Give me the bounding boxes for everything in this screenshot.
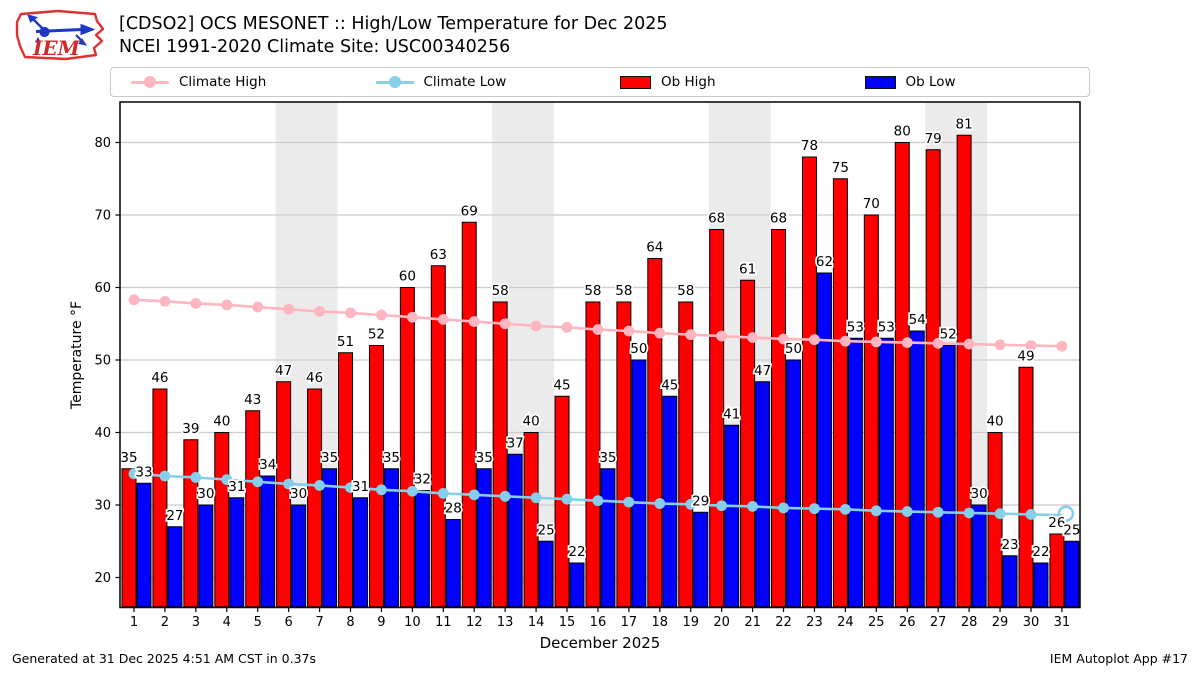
ob-low-bar bbox=[446, 520, 460, 607]
ob-low-value-label: 52 bbox=[939, 326, 957, 343]
ob-high-value-label: 26 bbox=[1048, 515, 1066, 531]
x-tick-label: 17 bbox=[620, 615, 638, 630]
ob-low-bar bbox=[1034, 563, 1048, 607]
climate-low-dot bbox=[840, 504, 851, 515]
x-tick-label: 24 bbox=[837, 615, 854, 630]
x-tick-label: 12 bbox=[465, 615, 483, 630]
ob-high-bar bbox=[833, 179, 847, 607]
ob-low-value-label: 34 bbox=[259, 457, 277, 473]
climate-high-dot bbox=[623, 326, 634, 337]
x-tick-label: 29 bbox=[991, 615, 1009, 630]
ob-low-value-label: 29 bbox=[692, 493, 710, 510]
ob-high-bar bbox=[772, 230, 786, 607]
climate-low-dot bbox=[1026, 509, 1037, 520]
ob-low-bar bbox=[817, 273, 831, 607]
climate-high-dot bbox=[129, 294, 140, 305]
ob-low-bar bbox=[756, 382, 770, 607]
ob-low-bar bbox=[477, 469, 491, 607]
climate-low-dot bbox=[531, 492, 542, 503]
climate-high-dot bbox=[160, 296, 171, 307]
ob-high-value-label: 58 bbox=[615, 283, 633, 299]
climate-high-dot bbox=[964, 339, 975, 350]
ob-low-value-label: 53 bbox=[846, 319, 864, 336]
ob-low-value-label: 22 bbox=[1032, 544, 1050, 560]
ob-high-value-label: 40 bbox=[213, 413, 231, 430]
ob-low-bar bbox=[323, 469, 337, 607]
ob-low-bar bbox=[941, 346, 955, 607]
ob-low-value-label: 28 bbox=[444, 500, 462, 517]
climate-low-dot bbox=[593, 495, 604, 506]
ob-high-bar bbox=[493, 302, 507, 607]
legend-item-climate-high bbox=[111, 68, 356, 96]
ob-low-value-label: 31 bbox=[351, 478, 370, 495]
ob-low-value-label: 45 bbox=[661, 377, 679, 394]
ob-high-bar bbox=[864, 215, 878, 607]
ob-low-bar bbox=[972, 505, 986, 607]
x-tick-label: 22 bbox=[775, 615, 792, 630]
ob-low-bar bbox=[508, 454, 522, 607]
ob-high-bar bbox=[153, 389, 167, 607]
footer-generated-text: Generated at 31 Dec 2025 4:51 AM CST in 0.37s bbox=[12, 651, 316, 666]
ob-high-value-label: 39 bbox=[182, 420, 200, 437]
y-axis-label: Temperature °F bbox=[69, 300, 85, 410]
x-tick-label: 11 bbox=[435, 615, 452, 630]
ob-high-value-label: 49 bbox=[1017, 348, 1035, 365]
climate-high-dot bbox=[469, 316, 480, 327]
x-tick-label: 10 bbox=[404, 615, 421, 630]
ob-low-value-label: 35 bbox=[475, 449, 493, 466]
ob-high-value-label: 78 bbox=[800, 138, 819, 154]
climate-low-dot bbox=[654, 498, 665, 509]
legend-label: Climate Low bbox=[423, 74, 507, 90]
climate-high-dot bbox=[500, 318, 511, 329]
ob-low-value-label: 35 bbox=[320, 449, 339, 466]
climate-high-dot bbox=[407, 312, 418, 323]
ob-high-value-label: 35 bbox=[120, 449, 138, 466]
climate-high-dot bbox=[840, 336, 851, 347]
ob-high-bar bbox=[586, 302, 600, 607]
ob-low-value-label: 33 bbox=[135, 464, 153, 481]
ob-high-bar bbox=[926, 150, 940, 607]
x-tick-label: 5 bbox=[253, 615, 262, 630]
legend-marker bbox=[620, 76, 651, 89]
ob-low-bar bbox=[725, 425, 739, 607]
climate-high-dot bbox=[902, 337, 913, 348]
legend-line-marker bbox=[144, 76, 156, 88]
ob-high-bar bbox=[617, 302, 631, 607]
ob-low-value-label: 25 bbox=[537, 522, 555, 539]
ob-high-value-label: 60 bbox=[398, 268, 416, 285]
ob-high-value-label: 45 bbox=[553, 377, 571, 394]
ob-low-bar bbox=[230, 498, 244, 607]
ob-low-bar bbox=[199, 505, 213, 607]
ob-low-bar bbox=[354, 498, 368, 607]
ob-low-bar bbox=[787, 360, 801, 607]
ob-high-bar bbox=[215, 433, 229, 607]
ob-high-value-label: 75 bbox=[831, 159, 849, 176]
x-tick-label: 15 bbox=[558, 615, 576, 630]
ob-low-value-label: 37 bbox=[506, 435, 524, 452]
ob-low-value-label: 35 bbox=[599, 449, 617, 466]
ob-low-bar bbox=[601, 469, 615, 607]
ob-high-value-label: 68 bbox=[769, 210, 788, 227]
ob-low-bar bbox=[168, 527, 182, 607]
ob-low-value-label: 22 bbox=[568, 544, 586, 560]
climate-low-dot bbox=[252, 476, 263, 487]
ob-high-value-label: 58 bbox=[677, 283, 695, 299]
ob-high-value-label: 80 bbox=[893, 123, 911, 140]
climate-low-dot bbox=[562, 494, 573, 505]
legend-line-marker bbox=[389, 76, 401, 88]
ob-low-value-label: 30 bbox=[197, 486, 215, 502]
legend-marker bbox=[376, 81, 414, 84]
ob-high-bar bbox=[369, 346, 383, 607]
x-tick-label: 27 bbox=[929, 615, 947, 630]
ob-high-bar bbox=[741, 280, 755, 607]
logo-iem-text: IEM bbox=[33, 36, 80, 60]
climate-low-dot bbox=[747, 501, 758, 512]
climate-low-dot bbox=[160, 471, 171, 482]
ob-low-bar bbox=[1003, 556, 1017, 607]
legend-label: Ob High bbox=[661, 74, 716, 90]
x-axis-label: December 2025 bbox=[539, 634, 661, 652]
x-tick-label: 26 bbox=[898, 615, 916, 630]
ob-low-value-label: 23 bbox=[1001, 536, 1019, 553]
climate-low-dot bbox=[995, 508, 1006, 519]
ob-high-value-label: 40 bbox=[986, 413, 1004, 430]
ob-low-bar bbox=[663, 396, 677, 607]
ob-high-bar bbox=[710, 230, 724, 607]
climate-low-dot bbox=[314, 480, 325, 491]
x-tick-label: 18 bbox=[651, 615, 669, 630]
climate-low-dot bbox=[933, 507, 944, 518]
climate-low-dot bbox=[376, 484, 387, 495]
x-tick-label: 16 bbox=[589, 615, 607, 630]
ob-high-value-label: 43 bbox=[244, 391, 262, 408]
ob-low-value-label: 30 bbox=[290, 486, 308, 502]
chart-legend bbox=[110, 67, 1090, 97]
climate-low-dot bbox=[623, 497, 634, 508]
ob-high-value-label: 70 bbox=[862, 196, 880, 212]
climate-high-dot bbox=[345, 307, 356, 318]
ob-high-bar bbox=[122, 469, 136, 607]
ob-high-value-label: 69 bbox=[460, 203, 478, 220]
ob-high-value-label: 81 bbox=[955, 116, 973, 133]
ob-high-bar bbox=[308, 389, 322, 607]
climate-high-dot bbox=[716, 331, 727, 342]
ob-high-value-label: 46 bbox=[151, 370, 169, 386]
x-tick-label: 2 bbox=[160, 615, 170, 630]
ob-low-value-label: 27 bbox=[166, 507, 184, 524]
ob-high-value-label: 46 bbox=[305, 370, 324, 386]
ob-low-value-label: 41 bbox=[723, 406, 741, 423]
ob-low-value-label: 62 bbox=[815, 254, 834, 270]
ob-high-bar bbox=[648, 259, 662, 607]
ob-low-bar bbox=[261, 476, 275, 607]
ob-low-bar bbox=[848, 338, 862, 607]
x-tick-label: 1 bbox=[129, 615, 139, 630]
y-tick-label: 60 bbox=[94, 281, 111, 296]
ob-high-bar bbox=[1050, 534, 1064, 607]
ob-low-bar bbox=[539, 541, 553, 607]
ob-high-bar bbox=[339, 353, 353, 607]
climate-high-dot bbox=[654, 328, 665, 339]
ob-high-bar bbox=[988, 433, 1002, 607]
ob-low-value-label: 31 bbox=[228, 478, 246, 495]
ob-high-value-label: 79 bbox=[924, 130, 942, 147]
ob-high-value-label: 61 bbox=[739, 261, 757, 278]
ob-low-value-label: 47 bbox=[754, 362, 772, 379]
ob-high-value-label: 58 bbox=[491, 283, 509, 299]
x-tick-label: 21 bbox=[744, 615, 761, 630]
ob-low-value-label: 53 bbox=[877, 319, 895, 336]
climate-low-dot bbox=[871, 505, 882, 516]
ob-low-value-label: 50 bbox=[784, 341, 803, 357]
climate-low-dot bbox=[469, 489, 480, 500]
ob-low-bar bbox=[879, 338, 893, 607]
x-tick-label: 23 bbox=[806, 615, 823, 630]
ob-low-value-label: 50 bbox=[630, 341, 648, 357]
ob-high-value-label: 47 bbox=[275, 362, 293, 379]
ob-high-bar bbox=[184, 440, 198, 607]
ob-high-bar bbox=[277, 382, 291, 607]
climate-low-dot bbox=[190, 472, 201, 483]
ob-high-bar bbox=[957, 135, 971, 607]
climate-high-dot bbox=[283, 304, 294, 315]
footer bbox=[0, 651, 1200, 666]
x-tick-label: 28 bbox=[960, 615, 978, 630]
ob-high-bar bbox=[246, 411, 260, 607]
ob-high-value-label: 52 bbox=[367, 326, 386, 343]
x-tick-label: 14 bbox=[527, 615, 545, 630]
ob-low-value-label: 25 bbox=[1063, 522, 1081, 539]
climate-low-dot bbox=[716, 500, 727, 511]
climate-high-dot bbox=[1057, 341, 1068, 352]
ob-high-value-label: 58 bbox=[584, 283, 602, 299]
x-tick-label: 8 bbox=[346, 615, 355, 630]
climate-high-dot bbox=[376, 310, 387, 321]
climate-high-dot bbox=[562, 322, 573, 333]
x-tick-label: 6 bbox=[284, 615, 293, 630]
legend-label: Ob Low bbox=[905, 74, 956, 90]
x-tick-label: 9 bbox=[377, 615, 386, 630]
ob-high-value-label: 64 bbox=[646, 239, 664, 256]
ob-high-value-label: 63 bbox=[429, 246, 447, 263]
ob-low-bar bbox=[632, 360, 646, 607]
page-title: [CDSO2] OCS MESONET :: High/Low Temperature for Dec 2025 bbox=[119, 14, 668, 34]
y-tick-label: 20 bbox=[94, 571, 111, 586]
ob-low-value-label: 35 bbox=[382, 449, 401, 466]
y-tick-label: 80 bbox=[94, 136, 111, 151]
climate-low-dot bbox=[778, 503, 789, 514]
climate-high-dot bbox=[593, 324, 604, 335]
ob-low-bar bbox=[910, 331, 924, 607]
x-tick-label: 4 bbox=[222, 615, 231, 630]
climate-high-dot bbox=[685, 329, 696, 340]
x-tick-label: 31 bbox=[1053, 615, 1071, 630]
ob-low-bar bbox=[415, 491, 429, 607]
x-tick-label: 3 bbox=[191, 615, 201, 630]
climate-high-dot bbox=[531, 321, 542, 332]
climate-high-dot bbox=[995, 339, 1006, 350]
ob-low-value-label: 32 bbox=[413, 471, 431, 488]
y-tick-label: 30 bbox=[94, 498, 111, 514]
x-tick-label: 7 bbox=[315, 615, 324, 630]
climate-high-dot bbox=[871, 336, 882, 347]
climate-high-dot bbox=[438, 314, 449, 325]
x-tick-label: 25 bbox=[868, 615, 885, 630]
page-subtitle: NCEI 1991-2020 Climate Site: USC00340256 bbox=[119, 37, 511, 57]
legend-item-ob-high bbox=[600, 68, 845, 96]
ob-low-bar bbox=[292, 505, 306, 607]
climate-high-dot bbox=[221, 300, 232, 311]
climate-high-dot bbox=[747, 332, 758, 343]
climate-high-dot bbox=[809, 334, 820, 345]
ob-high-value-label: 51 bbox=[336, 333, 355, 350]
ob-high-value-label: 40 bbox=[522, 413, 540, 430]
ob-low-bar bbox=[570, 563, 584, 607]
legend-label: Climate High bbox=[179, 74, 267, 90]
ob-low-value-label: 30 bbox=[970, 486, 988, 502]
ob-high-bar bbox=[462, 222, 476, 607]
x-tick-label: 30 bbox=[1022, 615, 1040, 630]
ob-high-bar bbox=[524, 433, 538, 607]
y-tick-label: 40 bbox=[94, 426, 111, 441]
climate-high-dot bbox=[252, 302, 263, 313]
ob-low-bar bbox=[694, 512, 708, 607]
ob-high-bar bbox=[802, 157, 816, 607]
ob-high-bar bbox=[1019, 367, 1033, 607]
x-tick-label: 13 bbox=[496, 615, 514, 630]
ob-high-bar bbox=[400, 288, 414, 607]
legend-item-ob-low bbox=[845, 68, 1090, 96]
climate-low-dot bbox=[809, 503, 820, 514]
y-tick-label: 70 bbox=[94, 208, 111, 224]
climate-low-dot bbox=[438, 488, 449, 499]
ob-high-bar bbox=[895, 143, 909, 607]
climate-low-dot bbox=[500, 491, 511, 502]
legend-marker bbox=[865, 76, 896, 89]
x-tick-label: 20 bbox=[713, 615, 730, 630]
climate-high-dot bbox=[314, 306, 325, 317]
climate-high-dot bbox=[190, 298, 201, 309]
climate-low-dot bbox=[964, 508, 975, 519]
y-tick-label: 50 bbox=[94, 353, 111, 369]
ob-low-value-label: 54 bbox=[908, 312, 926, 328]
ob-high-value-label: 68 bbox=[708, 210, 726, 227]
ob-low-bar bbox=[137, 483, 151, 607]
legend-item-climate-low bbox=[356, 68, 601, 96]
ob-high-bar bbox=[679, 302, 693, 607]
x-tick-label: 19 bbox=[682, 615, 700, 630]
ob-low-bar bbox=[1065, 541, 1079, 607]
footer-app-text: IEM Autoplot App #17 bbox=[1049, 651, 1188, 666]
climate-low-dot bbox=[902, 506, 913, 517]
legend-marker bbox=[131, 81, 169, 84]
